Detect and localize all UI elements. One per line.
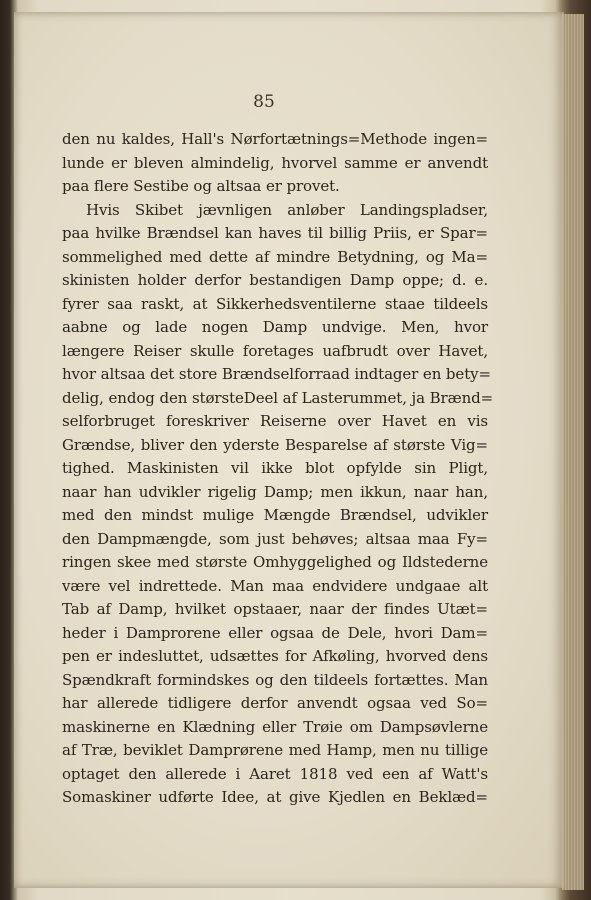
text-line: paa hvilke Brændsel kan haves til billig Priis, er Spar= [62,224,488,242]
text-line: være vel indrettede. Man maa endvidere undgaae alt [62,576,488,595]
text-line: hvor altsaa det store Brændselforraad indtager en bety= [62,365,491,383]
text-line: den Dampmængde, som just behøves; altsaa maa Fy= [62,529,488,548]
text-line: af Træ, beviklet Damprørene med Hamp, men nu tillige [62,741,488,759]
text-line: Spændkraft formindskes og den tildeels fortættes. Man [62,670,488,689]
text-line: Grændse, bliver den yderste Besparelse af største Vig= [62,435,488,454]
text-line: har allerede tidligere derfor anvendt ogsaa ved So= [62,694,488,712]
text-line: selforbruget foreskriver Reiserne over Havet en vis [62,412,488,430]
text-line: paa flere Sestibe og altsaa er provet. [62,177,340,195]
text-line: Hvis Skibet jævnligen anløber Landingspladser, [86,200,488,219]
text-line: ringen skee med største Omhyggelighed og Ildstederne [62,553,488,571]
text-line: naar han udvikler rigelig Damp; men ikkun, naar han, [62,482,488,501]
text-line: sommelighed med dette af mindre Betydning, og Ma= [62,247,488,266]
text-line: med den mindst mulige Mængde Brændsel, udvikler [62,506,488,524]
text-line: lunde er bleven almindelig, hvorvel samme er anvendt [62,153,488,172]
page-edge-stack [562,14,584,890]
text-line: heder i Damprorene eller ogsaa de Dele, hvori Dam= [62,623,488,642]
text-line: den nu kaldes, Hall's Nørfortætnings=Methode ingen= [62,130,488,148]
text-line: optaget den allerede i Aaret 1818 ved een af Watt's [62,764,488,783]
text-line: delig, endog den størsteDeel af Lasterummet, ja Brænd= [62,388,494,407]
text-line: pen er indesluttet, udsættes for Afkøling, hvorved dens [62,647,488,665]
text-line: tighed. Maskinisten vil ikke blot opfylde sin Pligt, [62,459,488,477]
text-line: skinisten holder derfor bestandigen Damp oppe; d. e. [62,271,488,289]
text-line: fyrer saa raskt, at Sikkerhedsventilerne staae tildeels [62,294,488,313]
text-line: aabne og lade nogen Damp undvige. Men, hvor [62,318,488,336]
text-line: Tab af Damp, hvilket opstaaer, naar der findes Utæt= [62,600,488,618]
text-line: Somaskiner udførte Idee, at give Kjedlen en Beklæd= [62,788,488,806]
text-line: længere Reiser skulle foretages uafbrudt over Havet, [62,341,488,360]
text-line: maskinerne en Klædning eller Trøie om Dampsøvlerne [62,717,488,736]
paper-page [14,12,564,888]
body-text [62,128,494,810]
page-number: 85 [253,92,275,112]
